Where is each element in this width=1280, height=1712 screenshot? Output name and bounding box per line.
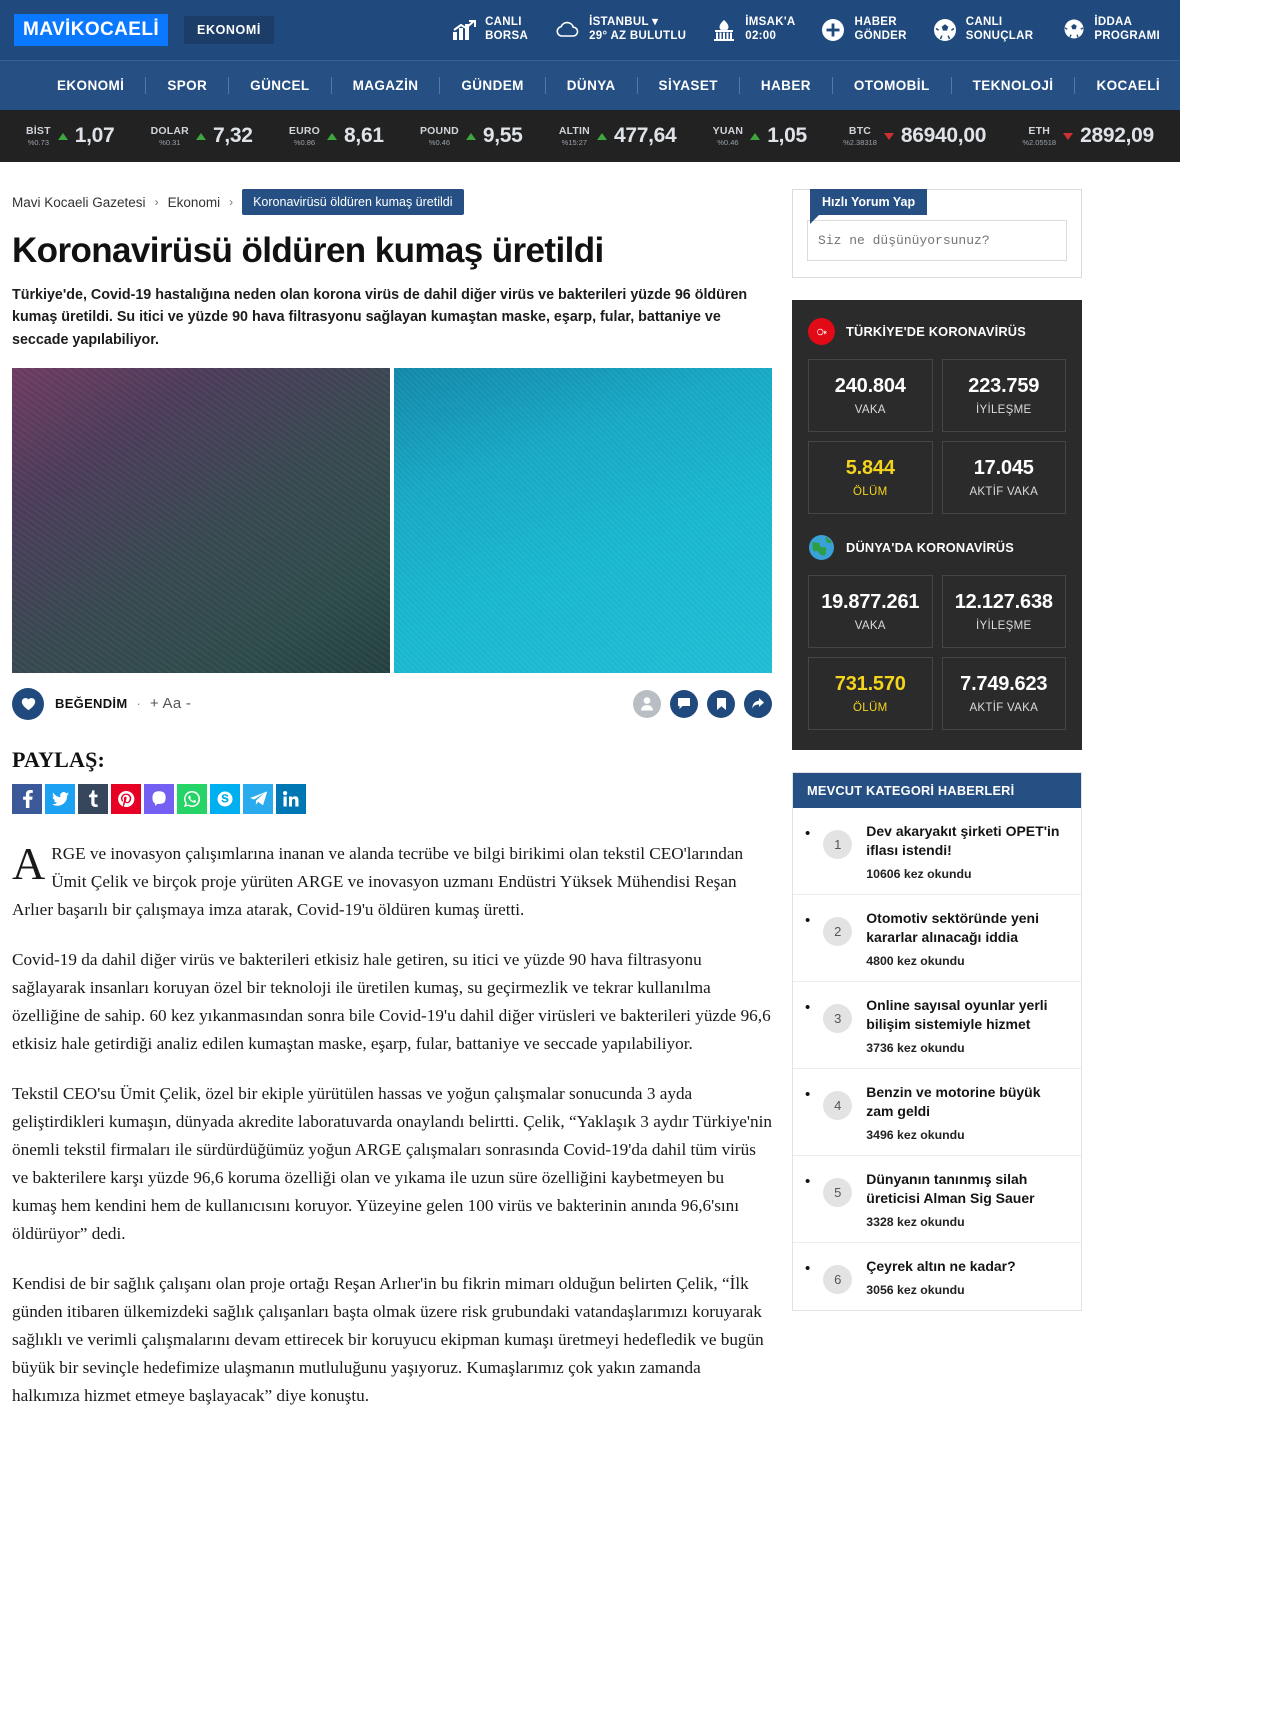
page-body: [0, 162, 1180, 1432]
coronavirus-turkey-grid: [808, 359, 1066, 514]
arrow-up-icon: [196, 133, 206, 140]
bookmark-button[interactable]: [707, 690, 735, 718]
rank-badge: 4: [823, 1091, 852, 1120]
top-item-canli-sonuclar[interactable]: [933, 16, 1034, 43]
stat-number: 5.844: [845, 457, 895, 479]
top-item-line2: 02:00: [745, 30, 777, 42]
ticker-value: 2892,09: [1080, 124, 1154, 147]
search-icon[interactable]: [1220, 76, 1240, 96]
stat-cell: [808, 359, 933, 432]
ticker-item-altin[interactable]: [559, 124, 677, 148]
news-read-count: 3736 kez okundu: [866, 1041, 965, 1055]
main-navigation: [0, 60, 1192, 110]
stat-cell: [942, 575, 1067, 648]
nav-item-dunya[interactable]: DÜNYA: [566, 78, 616, 93]
ticker-item-eth[interactable]: [1022, 124, 1154, 148]
site-logo[interactable]: [14, 14, 168, 46]
like-button[interactable]: [12, 688, 44, 720]
article-paragraph-2: Covid-19 da dahil diğer virüs ve bakterileri etkisiz hale getiren, su itici ve yüzde 90 hava filtrasyonu sağlayarak insanları koruyan özel bir teknoloji ile üretilen kumaş, su geçirmezlik ve tekrar kullanılma özelliğine de sahip. 60 kez yıkanmasından sonra bile Covid-19'u dahil diğer virüsleri ve bakterileri yüzde 96,6 etkisiz hale getirdiği analiz edilen kumaştan maske, eşarp, fular, battaniye ve seccade yapılabiliyor.: [12, 949, 771, 1053]
nav-item-ekonomi[interactable]: EKONOMİ: [57, 78, 125, 93]
chevron-down-icon[interactable]: ▾: [652, 16, 659, 29]
stat-label: AKTİF VAKA: [969, 702, 1039, 714]
nav-item-spor[interactable]: SPOR: [167, 78, 208, 93]
top-item-line2: SONUÇLAR: [965, 30, 1034, 42]
share-heading: PAYLAŞ:: [12, 746, 106, 772]
stat-number: 223.759: [968, 375, 1040, 397]
page-title: Koronavirüsü öldüren kumaş üretildi: [12, 231, 604, 270]
top-item-line1: HABER: [854, 16, 897, 29]
ticker-value: 477,64: [613, 124, 677, 147]
chart-bar-icon: [452, 19, 476, 41]
stat-number: 240.804: [834, 375, 906, 397]
stat-number: 12.127.638: [954, 591, 1053, 613]
coronavirus-world-grid: [808, 575, 1066, 730]
stat-label: ÖLÜM: [853, 702, 888, 714]
cloud-icon: [554, 21, 580, 39]
share-tumblr-icon[interactable]: [78, 784, 108, 814]
news-title: Online sayısal oyunlar yerli bilişim sistemiyle hizmet: [866, 997, 1048, 1032]
bullet-icon: •: [805, 1086, 811, 1103]
market-ticker: [0, 110, 1180, 162]
logo-secondary: KOCAELİ: [70, 19, 160, 40]
article-gallery: [12, 368, 772, 673]
nav-item-haber[interactable]: HABER: [760, 78, 811, 93]
nav-more-icon[interactable]: ›: [1185, 75, 1192, 95]
nav-item-kocaeli[interactable]: KOCAELİ: [1096, 78, 1161, 93]
list-item[interactable]: [793, 895, 1081, 982]
stat-cell: [942, 441, 1067, 514]
ticker-item-bist[interactable]: [26, 124, 114, 148]
football-icon: [933, 18, 957, 42]
share-whatsapp-icon[interactable]: [177, 784, 207, 814]
ticker-item-dolar[interactable]: [151, 124, 253, 148]
bullet-icon: •: [805, 1173, 811, 1190]
user-account-icon[interactable]: [1262, 76, 1280, 96]
nav-item-gundem[interactable]: GÜNDEM: [461, 78, 524, 93]
coronavirus-world-header: [808, 534, 1066, 561]
top-item-line2: BORSA: [485, 30, 529, 42]
article-paragraph-3: Tekstil CEO'su Ümit Çelik, özel bir ekiple yürütülen hassas ve yoğun çalışmalar sonucunda 3 ayda geliştirdikleri kumaşın, dünyada akredite laboratuvarda onaylandı belirtti. Çelik, “Yaklaşık 3 aydır Türkiye'nin önemli tekstil firmaları ile sürdürdüğümüz yoğun ARGE çalışmaları sonrasında Covid-19'da dahil tüm virüs ve bakterilere karşı yüzde 96,6 koruma özelliği olan ve yıkama ile uzun süre özelliğini kaybetmeyen bu kumaş hem kendini hem de kullanıcısını koruyor. Yüzeyine gelen 100 virüs ve bakterinin anında 96,6'sını öldürüyor” dedi.: [12, 1083, 772, 1244]
top-item-weather[interactable]: [554, 16, 686, 43]
quick-comment-input[interactable]: [807, 220, 1067, 261]
arrow-up-icon: [58, 133, 68, 140]
plus-circle-icon: [821, 18, 845, 42]
article-paragraph-1: [12, 837, 772, 924]
rank-badge: 1: [823, 830, 852, 859]
news-title: Benzin ve motorine büyük zam geldi: [866, 1084, 1041, 1119]
share-telegram-icon[interactable]: [243, 784, 273, 814]
arrow-up-icon: [597, 133, 607, 140]
iddaa-icon: [1059, 18, 1085, 42]
ticker-value: 7,32: [212, 124, 253, 147]
stat-label: ÖLÜM: [853, 486, 888, 498]
stat-label: VAKA: [854, 620, 886, 632]
ticker-value: 1,07: [74, 124, 115, 147]
ticker-pct: %0.86: [293, 138, 316, 147]
top-item-line1: İDDAA: [1094, 16, 1133, 29]
share-twitter-icon[interactable]: [45, 784, 75, 814]
share-skype-icon[interactable]: [210, 784, 240, 814]
ticker-pct: %0.46: [717, 138, 739, 147]
stat-cell: [942, 657, 1067, 730]
top-item-line2: PROGRAMI: [1094, 30, 1160, 42]
article-body: [12, 837, 772, 1411]
news-read-count: 3056 kez okundu: [866, 1283, 965, 1297]
top-item-imsak[interactable]: [712, 16, 795, 43]
news-title: Otomotiv sektöründe yeni kararlar alınacağı iddia: [866, 910, 1039, 945]
ticker-name: YUAN: [712, 125, 744, 137]
top-item-line1: İSTANBUL: [589, 16, 649, 29]
ticker-name: BTC: [848, 125, 872, 137]
nav-item-magazin[interactable]: MAGAZİN: [352, 78, 419, 93]
ticker-value: 1,05: [767, 124, 807, 147]
article-action-bar: [12, 688, 772, 720]
coronavirus-world-title: DÜNYA'DA KORONAVİRÜS: [846, 540, 1014, 555]
quick-comment-tab: Hızlı Yorum Yap: [810, 189, 927, 215]
avatar: [633, 690, 661, 718]
ticker-pct: %0.73: [27, 138, 49, 147]
list-item[interactable]: [793, 1243, 1081, 1310]
news-title: Dünyanın tanınmış silah üreticisi Alman Sig Sauer: [866, 1171, 1035, 1206]
arrow-up-icon: [750, 133, 760, 140]
stat-number: 19.877.261: [821, 591, 920, 613]
coronavirus-turkey-header: [808, 318, 1066, 345]
top-item-canli-borsa[interactable]: [452, 16, 528, 43]
stat-number: 731.570: [834, 673, 906, 695]
coronavirus-stats-widget: [792, 300, 1082, 750]
action-dot: ·: [136, 696, 141, 712]
ticker-pct: %0.46: [428, 138, 451, 147]
nav-item-otomobil[interactable]: OTOMOBİL: [853, 78, 930, 93]
share-facebook-icon[interactable]: [12, 784, 42, 814]
share-linkedin-icon[interactable]: [276, 784, 306, 814]
share-button[interactable]: [744, 690, 772, 718]
rank-badge: 2: [823, 917, 852, 946]
ticker-name: ETH: [1028, 125, 1051, 137]
top-item-line1: İMSAK'A: [745, 16, 796, 29]
ticker-name: DOLAR: [150, 125, 189, 137]
ticker-name: POUND: [419, 125, 459, 137]
top-item-iddaa-programi[interactable]: [1059, 16, 1160, 43]
ticker-item-pound[interactable]: [420, 124, 523, 148]
nav-item-teknoloji[interactable]: TEKNOLOJİ: [972, 78, 1054, 93]
nav-item-guncel[interactable]: GÜNCEL: [250, 78, 310, 93]
logo-primary: MAVİ: [23, 19, 71, 40]
ticker-item-btc[interactable]: [843, 124, 986, 148]
article-dropcap: A: [12, 837, 46, 889]
list-item[interactable]: [793, 1069, 1081, 1156]
top-item-line2: GÖNDER: [854, 30, 907, 42]
bullet-icon: •: [805, 1260, 811, 1277]
news-title: Çeyrek altın ne kadar?: [866, 1258, 1016, 1274]
breadcrumb: [12, 162, 772, 228]
sidebar: [792, 162, 1082, 1432]
arrow-down-icon: [1063, 133, 1073, 140]
stat-cell: [808, 575, 933, 648]
breadcrumb-separator: ›: [154, 195, 159, 209]
article-paragraph-4: Kendisi de bir sağlık çalışanı olan proje ortağı Reşan Arlıer'in bu fikrin mimarı olduğun belirten Çelik, “İlk günden itibaren ülkemizdeki sağlık çalışanları başta olmak üzere risk grubundaki vatandaşlarımızı koruyarak sağlıklı ve verimli çalışmalarını devam ettirecek bir koruyucu ekipman kumaşı üretmeyi hedefledik ve bugün büyük bir sevinçle hedefimize ulaşmanın mutluluğunu yaşıyoruz. Kumaşlarımız çok yakın zamanda halkımıza hizmet etmeye başlayacak” diye konuştu.: [12, 1274, 764, 1406]
article-spot: Türkiye'de, Covid-19 hastalığına neden olan korona virüs de dahil diğer virüs ve bakterileri yüzde 96 öldüren kumaş üretildi. Su itici ve yüzde 90 hava filtrasyonu sağlayan kumaştan maske, eşarp, fular, battaniye ve seccade yapılabiliyor.: [12, 287, 748, 348]
news-read-count: 10606 kez okundu: [866, 867, 972, 881]
arrow-up-icon: [466, 133, 476, 140]
ticker-value: 86940,00: [900, 124, 987, 147]
arrow-up-icon: [327, 133, 337, 140]
category-news-heading: MEVCUT KATEGORİ HABERLERİ: [793, 773, 1081, 808]
article-image-2[interactable]: [394, 368, 772, 673]
top-bar: [0, 0, 1180, 60]
ticker-pct: %15:27: [561, 138, 588, 147]
ticker-name: EURO: [288, 125, 321, 137]
stat-number: 17.045: [973, 457, 1034, 479]
article-paragraph-text: RGE ve inovasyon çalışımlarına inanan ve alanda tecrübe ve bilgi birikimi olan tekstil CEO'larından Ümit Çelik ve birçok proje yürüten ARGE ve inovasyon uzmanı Endüstri Yüksek Mühendisi Reşan Arlıer başarılı bir çalışmaya imza atarak, Covid-19'u öldüren kumaş üretti.: [12, 843, 744, 919]
nav-right-actions: [1212, 76, 1280, 96]
article-quick-actions: [633, 690, 772, 718]
top-item-line1: CANLI: [485, 16, 522, 29]
top-item-haber-gonder[interactable]: [821, 16, 906, 43]
list-item[interactable]: [793, 808, 1081, 895]
quick-comment-widget: [792, 189, 1082, 278]
ticker-name: BİST: [26, 125, 51, 137]
nav-item-siyaset[interactable]: SİYASET: [658, 78, 718, 93]
arrow-down-icon: [884, 133, 894, 140]
font-size-control[interactable]: + Aa -: [149, 695, 192, 713]
rank-badge: 5: [823, 1178, 852, 1207]
share-viber-icon[interactable]: [144, 784, 174, 814]
bullet-icon: •: [805, 825, 811, 842]
category-news-widget: [792, 772, 1082, 1311]
share-pinterest-icon[interactable]: [111, 784, 141, 814]
stat-label: AKTİF VAKA: [969, 486, 1039, 498]
rank-badge: 6: [823, 1265, 852, 1294]
stat-cell: [942, 359, 1067, 432]
list-item[interactable]: [793, 982, 1081, 1069]
breadcrumb-separator: ›: [229, 195, 234, 209]
ticker-value: 9,55: [482, 124, 523, 147]
turkey-flag-icon: [808, 318, 835, 345]
share-buttons: [12, 784, 772, 814]
stat-label: VAKA: [854, 404, 886, 416]
ticker-item-yuan[interactable]: [713, 124, 807, 148]
top-item-line2: 29° AZ BULUTLU: [589, 30, 687, 42]
bullet-icon: •: [805, 912, 811, 929]
news-read-count: 3496 kez okundu: [866, 1128, 965, 1142]
list-item[interactable]: [793, 1156, 1081, 1243]
stat-label: İYİLEŞME: [976, 620, 1032, 632]
mosque-icon: [712, 19, 736, 41]
news-read-count: 3328 kez okundu: [866, 1215, 965, 1229]
ticker-item-euro[interactable]: [289, 124, 384, 148]
stat-label: İYİLEŞME: [976, 404, 1032, 416]
like-label[interactable]: BEĞENDİM: [55, 696, 128, 712]
bullet-icon: •: [805, 999, 811, 1016]
stat-number: 7.749.623: [960, 673, 1048, 695]
ticker-name: ALTIN: [558, 125, 590, 137]
rank-badge: 3: [823, 1004, 852, 1033]
breadcrumb-site[interactable]: Mavi Kocaeli Gazetesi: [12, 194, 146, 210]
coronavirus-turkey-title: TÜRKİYE'DE KORONAVİRÜS: [846, 324, 1026, 339]
top-item-line1: CANLI: [965, 16, 1003, 29]
ticker-pct: %2.38318: [843, 138, 877, 147]
article-image-1[interactable]: [12, 368, 390, 673]
comment-button[interactable]: [670, 690, 698, 718]
breadcrumb-category[interactable]: Ekonomi: [167, 194, 221, 210]
breadcrumb-current: Koronavirüsü öldüren kumaş üretildi: [242, 189, 463, 215]
globe-icon: [808, 534, 835, 561]
news-title: Dev akaryakıt şirketi OPET'in iflası istendi!: [866, 823, 1060, 858]
ticker-pct: %2.05518: [1022, 138, 1057, 147]
stat-cell: [808, 657, 933, 730]
stat-cell: [808, 441, 933, 514]
section-badge[interactable]: EKONOMİ: [184, 16, 274, 44]
nav-links: [36, 76, 1212, 96]
news-read-count: 4800 kez okundu: [866, 954, 965, 968]
ticker-pct: %0.31: [159, 138, 181, 147]
top-bar-items: [452, 16, 1166, 43]
article-column: [12, 162, 772, 1432]
ticker-value: 8,61: [344, 124, 384, 147]
